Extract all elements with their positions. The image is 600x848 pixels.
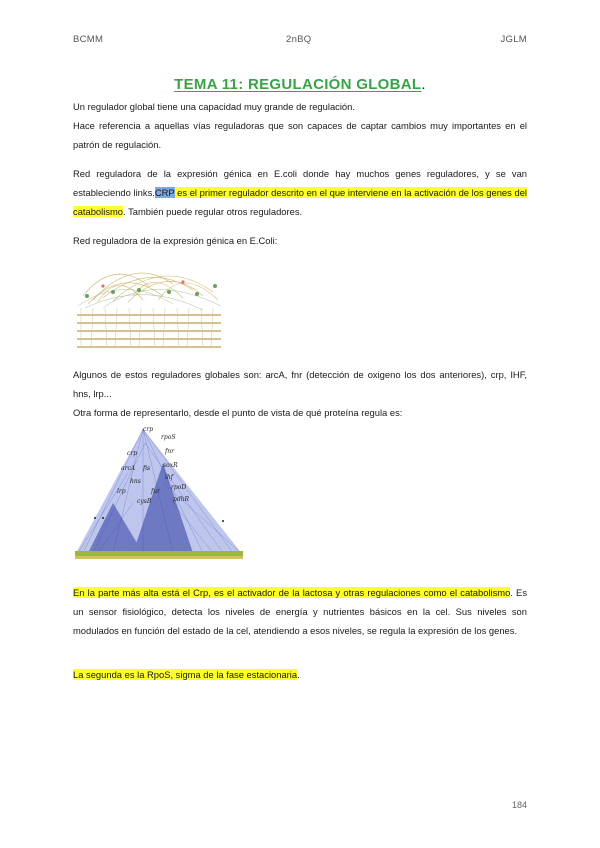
hierarchy-label: ihf bbox=[165, 474, 174, 481]
crp-top-highlight: En la parte más alta está el Crp, es el activador de la lactosa y otras regulaciones como el catabolismo bbox=[73, 587, 511, 598]
top-paragraph bbox=[73, 583, 527, 640]
other-representation-paragraph: Otra forma de representarlo, desde el punto de vista de qué proteína regula es: bbox=[73, 407, 403, 418]
network-figure bbox=[73, 256, 225, 352]
page-title bbox=[0, 76, 600, 93]
global-regulators-paragraph: Algunos de estos reguladores globales son: arcA, fnr (detección de oxigeno los dos anteriores), crp, IHF, hns, lrp... bbox=[73, 369, 527, 399]
rpos-highlight: La segunda es la RpoS, sigma de la fase estacionaria bbox=[73, 669, 298, 680]
page-number: 184 bbox=[511, 800, 527, 810]
hierarchy-label: cysB bbox=[137, 498, 152, 505]
hierarchy-label: hns bbox=[130, 478, 141, 485]
figure1-caption: Red reguladora de la expresión génica en E.Coli: bbox=[73, 235, 278, 246]
network-paragraph bbox=[73, 164, 527, 221]
hierarchy-label: fur bbox=[151, 488, 160, 495]
header-left: BCMM bbox=[73, 34, 104, 45]
hierarchy-label: arcA bbox=[121, 465, 136, 472]
top-paragraph-text: . Es un sensor fisiológico, detecta los niveles de energía y nutrientes básicos en la cel. Sus niveles son modulados en función del estado de la cel, atendiendo a esos niveles, se regula la expresión de los genes. bbox=[73, 587, 528, 636]
network-text-end: . También puede regular otros reguladores. bbox=[123, 206, 303, 217]
hierarchy-label: soxR bbox=[163, 462, 178, 469]
second-paragraph: La segunda es la RpoS, sigma de la fase estacionaria. bbox=[73, 669, 300, 680]
header-center: 2nBQ bbox=[286, 34, 312, 45]
hierarchy-label: fis bbox=[143, 465, 151, 472]
hierarchy-label: crp bbox=[143, 426, 154, 433]
hierarchy-label: fnr bbox=[165, 448, 174, 455]
intro-line-2: Hace referencia a aquellas vías reguladoras que son capaces de captar cambios muy importantes en el patrón de regulación. bbox=[73, 120, 527, 150]
intro-line-1: Un regulador global tiene una capacidad muy grande de regulación. bbox=[73, 101, 355, 112]
title-text: TEMA 11: REGULACIÓN GLOBAL bbox=[174, 76, 422, 93]
crp-highlight: es el primer regulador descrito en el que interviene en la activación de los genes del catabolismo bbox=[73, 187, 527, 217]
hierarchy-label: pdhR bbox=[173, 496, 190, 503]
network-text: Red reguladora de la expresión génica en E.coli donde hay muchos genes reguladores, y se van estableciendo links. bbox=[73, 168, 527, 198]
hierarchy-label: lrp bbox=[117, 488, 126, 495]
header-right: JGLM bbox=[500, 34, 527, 45]
hierarchy-label: crp bbox=[127, 450, 138, 457]
hierarchy-label: rpoD bbox=[171, 484, 187, 491]
hierarchy-figure bbox=[73, 423, 245, 565]
title-suffix: . bbox=[421, 76, 426, 93]
hierarchy-label: rpoS bbox=[161, 434, 176, 441]
crp-selection: CRP bbox=[154, 187, 175, 198]
intro-paragraph bbox=[73, 97, 527, 154]
